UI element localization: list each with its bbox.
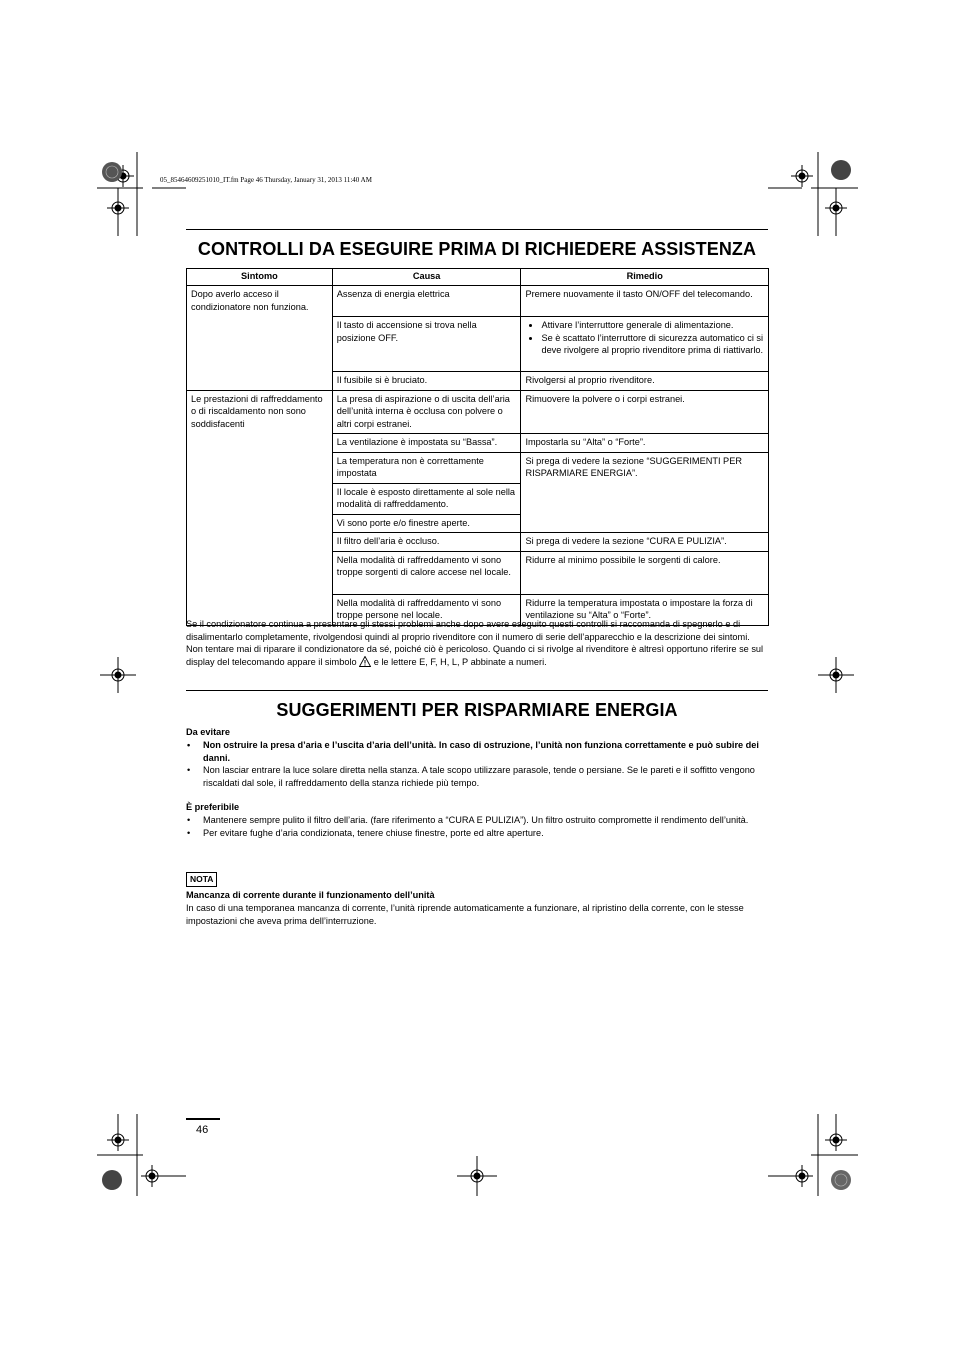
remedy-list-item: • Attivare l’interruttore generale di alimentazione.	[541, 319, 764, 332]
symptom-cell: Dopo averlo acceso il condizionatore non funziona.	[187, 286, 333, 391]
list-item: • Mantenere sempre pulito il filtro dell’aria. (fare riferimento a “CURA E PULIZIA”). Un filtro ostruito compromette il rendimento dell’unità.	[186, 814, 768, 827]
section-title-troubleshooting: CONTROLLI DA ESEGUIRE PRIMA DI RICHIEDERE ASSISTENZA	[197, 239, 757, 259]
table-row	[187, 390, 769, 434]
cause-cell: Il filtro dell’aria è occluso.	[332, 533, 521, 552]
cause-cell: Vi sono porte e/o finestre aperte.	[332, 514, 521, 533]
table-row	[187, 286, 769, 317]
cause-cell: Il tasto di accensione si trova nella posizione OFF.	[332, 317, 521, 372]
remedy-cell: Ridurre al minimo possibile le sorgenti di calore.	[521, 551, 769, 594]
assistance-paragraph	[186, 618, 768, 668]
remedy-list-item: • Se è scattato l’interruttore di sicurezza automatico ci si deve rivolgere al proprio rivenditore prima di riattivarlo.	[541, 332, 764, 357]
remedy-cell	[521, 317, 769, 372]
cause-cell: La ventilazione è impostata su “Bassa”.	[332, 434, 521, 453]
symptom-cell: Le prestazioni di raffreddamento o di riscaldamento non sono soddisfacenti	[187, 390, 333, 625]
section-title-energy-saving: SUGGERIMENTI PER RISPARMIARE ENERGIA	[276, 700, 678, 720]
remedy-cell: Premere nuovamente il tasto ON/OFF del telecomando.	[521, 286, 769, 317]
top-rule	[186, 229, 768, 230]
list-item: • Non lasciar entrare la luce solare diretta nella stanza. A tale scopo utilizzare parasole, tende o persiane. Se le pareti e il soffitto vengono riscaldati dal sole, il raffreddamento della stanza richiede più tempo.	[186, 764, 768, 789]
troubleshooting-table	[186, 268, 769, 626]
cause-cell: Assenza di energia elettrica	[332, 286, 521, 317]
table-header-row	[187, 269, 769, 286]
cause-cell: Nella modalità di raffreddamento vi sono troppe sorgenti di calore accese nel locale.	[332, 551, 521, 594]
remedy-cell: Si prega di vedere la sezione “SUGGERIMENTI PER RISPARMIARE ENERGIA”.	[521, 452, 769, 533]
nota-heading: Mancanza di corrente durante il funzionamento dell’unità	[186, 890, 435, 900]
column-header-causa: Causa	[332, 269, 521, 286]
avoid-heading: Da evitare	[186, 727, 230, 737]
column-header-rimedio: Rimedio	[521, 269, 769, 286]
section-rule	[186, 690, 768, 691]
remedy-cell: Impostarla su “Alta” o “Forte”.	[521, 434, 769, 453]
cause-cell: La presa di aspirazione o di uscita dell’aria dell’unità interna è occlusa con polvere o altri corpi estranei.	[332, 390, 521, 434]
column-header-sintomo: Sintomo	[187, 269, 333, 286]
remedy-cell: Rivolgersi al proprio rivenditore.	[521, 372, 769, 391]
prefer-list	[186, 814, 768, 839]
prefer-heading: È preferibile	[186, 802, 240, 812]
nota-text: In caso di una temporanea mancanza di corrente, l’unità riprende automaticamente a funzionare, al ripristino della corrente, con le stesse impostazioni che aveva prima dell’interruzione.	[186, 903, 744, 926]
cause-cell: Il fusibile si è bruciato.	[332, 372, 521, 391]
paragraph-text: Se il condizionatore continua a presentare gli stessi problemi anche dopo avere eseguito questi controlli si raccomanda di spegnerlo e di disalimentarlo completamente, rivolgendosi quindi al proprio rivenditore con il numero di serie dell’apparecchio e la descrizione dei sintomi. Non tentare mai di riparare il condizionatore da sé, poiché ciò è pericoloso. Quando ci si rivolge al rivenditore è altresì opportuno riferire se sul display del telecomando appare il simbolo	[186, 619, 764, 667]
warning-triangle-icon	[359, 656, 371, 667]
remedy-cell: Si prega di vedere la sezione “CURA E PULIZIA”.	[521, 533, 769, 552]
paragraph-text: e le lettere E, F, H, L, P abbinate a numeri.	[373, 656, 547, 667]
file-info-header: 05_85464609251010_IT.fm Page 46 Thursday, January 31, 2013 11:40 AM	[160, 176, 372, 184]
avoid-list	[186, 739, 768, 789]
cause-cell: La temperatura non è correttamente impostata	[332, 452, 521, 483]
remedy-cell: Rimuovere la polvere o i corpi estranei.	[521, 390, 769, 434]
cause-cell: Nella modalità di raffreddamento vi sono troppe persone nel locale.	[332, 594, 521, 625]
cause-cell: Il locale è esposto direttamente al sole nella modalità di raffreddamento.	[332, 483, 521, 514]
list-item: • Non ostruire la presa d’aria e l’uscita d’aria dell’unità. In caso di ostruzione, l’unità non funziona correttamente e può subire dei danni.	[186, 739, 768, 764]
page-number-rule	[186, 1118, 220, 1120]
page-number: 46	[196, 1124, 209, 1136]
list-item: • Per evitare fughe d’aria condizionata, tenere chiuse finestre, porte ed altre aperture.	[186, 827, 768, 840]
nota-label: NOTA	[186, 872, 217, 887]
remedy-cell: Ridurre la temperatura impostata o impostare la forza di ventilazione su “Alta” o “Forte”.	[521, 594, 769, 625]
